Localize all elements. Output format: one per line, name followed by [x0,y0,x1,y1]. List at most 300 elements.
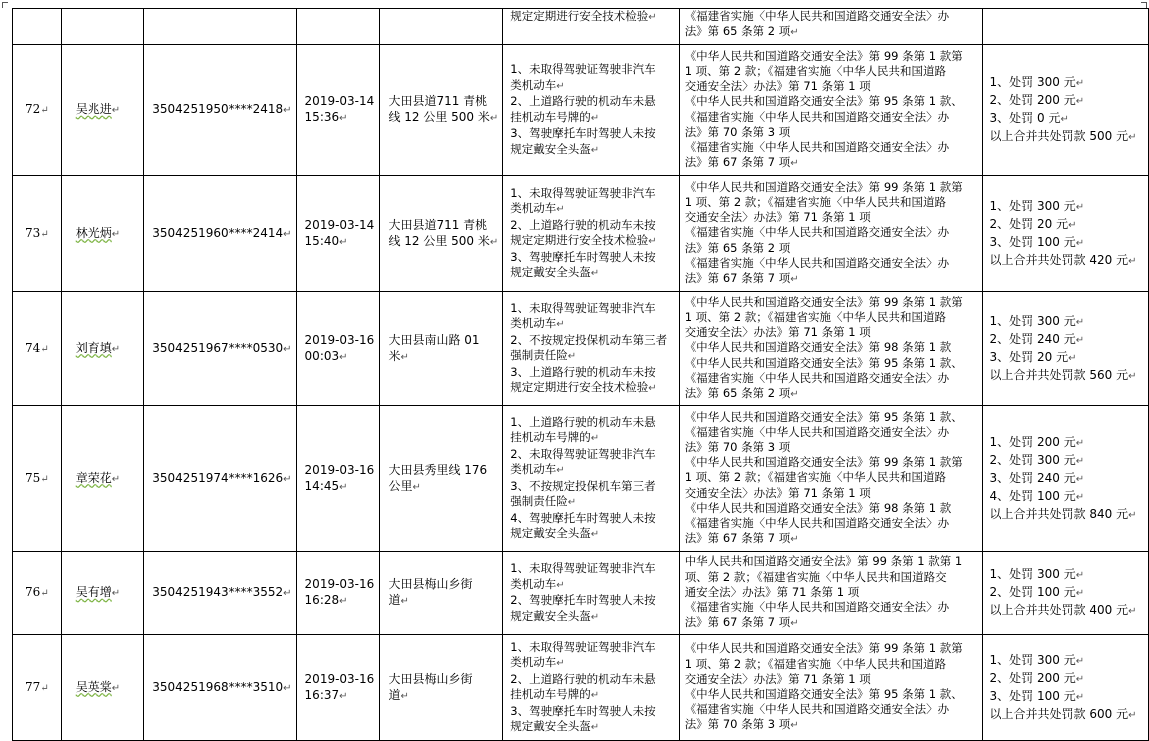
penalty-table [12,8,1149,741]
penalty-line [990,434,1144,452]
paragraph-mark-icon: ↵ [590,611,600,623]
place-cell [380,292,503,406]
violation-line-text: 1、未取得驾驶证驾驶非汽车 [510,300,656,315]
violation-line [510,430,674,447]
paragraph-mark-icon: ↵ [339,481,348,493]
penalty-line [990,216,1144,234]
violation-line-text: 挂机动车号牌的 [510,430,591,444]
place-line [388,109,498,127]
paragraph-mark-icon: ↵ [283,105,292,116]
penalty-line [990,92,1144,110]
place-line [388,576,498,592]
law-line-text: 《福建省实施〈中华人民共和国道路交通安全法〉办 [684,600,950,615]
law-line-text: 法》第 67 条第 7 项 [684,531,791,546]
empty-cell [380,9,503,45]
penalties-cell [982,406,1148,552]
law-line [685,295,978,310]
violation-time [305,687,376,705]
paragraph-mark-icon: ↵ [1075,588,1085,599]
law-line [685,125,978,140]
penalty-line-text: 以上合并共处罚款 840 元 [989,506,1129,521]
law-line [685,225,978,240]
penalty-line [990,584,1144,602]
paragraph-mark-icon: ↵ [556,319,565,330]
penalty-line [990,706,1144,724]
table-row-partial [13,9,1149,45]
law-line [685,195,978,210]
id-number [152,225,291,243]
penalty-line [990,128,1144,146]
id-number-text: 3504251950****2418 [152,102,284,116]
table-row [13,635,1149,741]
paragraph-mark-icon: ↵ [283,473,292,485]
law-line [685,615,978,631]
place-line-text: 大田县梅山乡街 [388,671,473,686]
paragraph-mark-icon: ↵ [111,682,121,694]
person-name-text: 吴英棠 [75,679,112,694]
paragraph-mark-icon: ↵ [1128,370,1137,382]
penalty-line-text: 1、处罚 200 元 [989,434,1076,449]
law-line-text: 交通安全法〉办法》第 71 条第 1 项 [684,325,871,340]
place-line [388,217,498,233]
id-number-text: 3504251943****3552 [152,585,284,599]
law-line [685,110,978,125]
violation-line-text: 规定戴安全头盔 [510,265,591,279]
paragraph-mark-icon: ↵ [489,236,499,248]
penalty-line [990,452,1144,470]
place-line-text: 大田县梅山乡街 [388,577,473,591]
paragraph-mark-icon: ↵ [111,588,121,599]
laws-cell [679,45,982,176]
law-line-text: 《中华人民共和国道路交通安全法》第 99 条第 1 款第 [684,179,963,194]
law-line [685,600,978,615]
page-corner-mark-left [2,2,8,8]
name-cell [61,176,144,292]
violation-line [510,719,674,736]
penalty-line [990,670,1144,688]
row-number-cell [13,406,62,552]
place-cell [380,635,503,741]
row-number-cell [13,552,62,635]
law-line-text: 《中华人民共和国道路交通安全法》第 98 条第 1 款 [684,340,952,355]
table-body [13,9,1149,741]
place-line [388,592,498,610]
law-line-text: 《福建省实施〈中华人民共和国道路交通安全法〉办 [684,9,950,23]
penalty-line-text: 3、处罚 240 元 [989,470,1076,485]
violation-line-text: 类机动车 [510,201,557,215]
paragraph-mark-icon: ↵ [567,351,577,362]
violation-line [510,640,674,656]
name-cell [61,406,144,552]
row-number-cell [13,292,62,406]
law-line [685,210,978,225]
law-line-text: 《福建省实施〈中华人民共和国道路交通安全法〉办 [684,109,950,124]
violations-cell [503,552,679,635]
place-cell [380,45,503,176]
violation-line-text: 2、不按规定投保机动车第三者 [510,332,668,347]
violation-date-text: 2019-03-16 [304,577,375,591]
violations-cell [503,406,679,552]
law-line [685,425,978,440]
violations-cell [503,635,679,741]
law-line [685,256,978,271]
id-cell [144,292,296,406]
paragraph-mark-icon: ↵ [111,105,121,116]
datetime-cell [296,176,380,292]
law-line-text: 通安全法〉办法》第 71 条第 1 项 [684,584,860,599]
penalty-line-text: 1、处罚 300 元 [989,198,1076,213]
penalty-line-text: 3、处罚 100 元 [989,234,1076,249]
law-line-text: 《中华人民共和国道路交通安全法》第 95 条第 1 款、 [684,94,963,109]
violation-line-text: 2、上道路行驶的机动车未悬 [510,671,656,686]
row-number [17,225,57,243]
violation-line-text: 2、未取得驾驶证驾驶非汽车 [510,446,656,461]
paragraph-mark-icon: ↵ [1128,709,1137,721]
penalty-line-text: 1、处罚 300 元 [989,567,1076,581]
violation-line [510,9,674,26]
place-line-text: 大田县道711 青桃 [388,217,488,232]
violation-date-text: 2019-03-16 [304,332,375,347]
violation-time-text: 15:40 [304,233,340,248]
paragraph-mark-icon: ↵ [1075,673,1085,685]
table-row [13,292,1149,406]
id-number-text: 3504251968****3510 [152,679,284,694]
paragraph-mark-icon: ↵ [1068,219,1077,231]
id-number-text: 3504251967****0530 [152,340,284,355]
paragraph-mark-icon: ↵ [590,722,600,733]
datetime-cell [296,635,380,741]
violation-line [510,511,674,527]
law-line-text: 交通安全法〉办法》第 71 条第 1 项 [684,671,871,686]
violation-line-text: 规定戴安全头盔 [510,526,591,540]
violation-line [510,94,674,110]
violation-line [510,462,674,479]
law-line-text: 项、第 2 款；《福建省实施〈中华人民共和国道路交 [684,569,947,584]
violation-date-text: 2019-03-14 [304,94,375,108]
law-line [685,410,978,425]
violation-time [305,233,376,251]
name-cell [61,552,144,635]
place-cell [380,552,503,635]
place-line-text: 大田县道711 青桃 [388,94,488,108]
place-line [388,462,498,478]
paragraph-mark-icon: ↵ [790,618,799,630]
person-name-text: 林光炳 [75,225,112,240]
violation-line-text: 2、上道路行驶的机动车未悬 [510,94,656,108]
penalty-line-text: 以上合并共处罚款 560 元 [989,367,1129,382]
violation-line [510,142,674,159]
violation-line-text: 类机动车 [510,462,557,476]
paragraph-mark-icon: ↵ [400,596,409,607]
name-cell [61,635,144,741]
penalty-line-text: 2、处罚 20 元 [989,216,1069,231]
penalty-line [990,198,1144,216]
person-name-text: 吴有增 [75,585,112,599]
paragraph-mark-icon: ↵ [283,228,292,240]
violation-line-text: 挂机动车号牌的 [510,109,591,124]
empty-cell [144,9,296,45]
name-cell [61,45,144,176]
paragraph-mark-icon: ↵ [556,658,565,669]
penalties-cell [982,635,1148,741]
law-line [685,702,978,717]
laws-cell [679,552,982,635]
penalties-cell [982,552,1148,635]
violation-date-text: 2019-03-16 [304,462,375,477]
law-line-text: 《福建省实施〈中华人民共和国道路交通安全法〉办 [684,424,950,439]
paragraph-mark-icon: ↵ [590,112,600,124]
law-line [685,271,978,287]
place-line-text: 公里 [388,478,413,493]
law-line [685,717,978,733]
law-line-text: 《福建省实施〈中华人民共和国道路交通安全法〉办 [684,225,950,240]
row-number [17,679,57,697]
paragraph-mark-icon: ↵ [283,682,292,694]
violation-line [510,655,674,672]
paragraph-mark-icon: ↵ [556,579,565,591]
paragraph-mark-icon: ↵ [590,433,600,444]
paragraph-mark-icon: ↵ [790,274,799,285]
law-line [685,9,978,24]
paragraph-mark-icon: ↵ [40,588,49,599]
violation-line-text: 规定定期进行安全技术检验 [510,233,649,247]
law-line [685,356,978,371]
row-number-cell [13,45,62,176]
law-line-text: 法》第 70 条第 3 项 [684,717,791,732]
law-line [685,657,978,672]
id-number-text: 3504251960****2414 [152,225,284,240]
penalty-line-text: 2、处罚 200 元 [989,93,1076,107]
paragraph-mark-icon: ↵ [489,113,499,124]
law-line-text: 法》第 67 条第 7 项 [684,615,791,630]
law-line [685,501,978,516]
penalty-line-text: 以上合并共处罚款 600 元 [989,706,1129,721]
violation-line-text: 3、驾驶摩托车时驾驶人未按 [510,126,656,140]
law-line-text: 法》第 70 条第 3 项 [684,439,791,454]
paragraph-mark-icon: ↵ [556,204,565,215]
violation-line [510,704,674,720]
paragraph-mark-icon: ↵ [1075,491,1085,503]
violation-line-text: 1、未取得驾驶证驾驶非汽车 [510,62,656,76]
person-name [76,340,140,358]
laws-cell [679,9,982,45]
penalty-line-text: 2、处罚 200 元 [989,670,1076,685]
law-line [685,455,978,470]
paragraph-mark-icon: ↵ [40,105,49,116]
row-number-text: 76 [25,585,41,599]
law-line-text: 法》第 65 条第 2 项 [684,24,791,39]
laws-cell [679,292,982,406]
empty-cell [296,9,380,45]
law-line [685,180,978,195]
law-line-text: 1 项、第 2 款；《福建省实施〈中华人民共和国道路 [684,656,947,671]
law-line-text: 中华人民共和国道路交通安全法》第 99 条第 1 款第 1 [684,554,963,569]
paragraph-mark-icon: ↵ [590,268,600,279]
penalty-line-text: 1、处罚 300 元 [989,75,1076,89]
penalty-line-text: 1、处罚 300 元 [989,652,1076,667]
row-number-text: 74 [25,340,41,355]
place-line-text: 米 [388,348,401,363]
law-line [685,94,978,109]
paragraph-mark-icon: ↵ [1075,201,1085,213]
law-line-text: 《福建省实施〈中华人民共和国道路交通安全法〉办 [684,255,950,270]
place-line-text: 道 [388,593,401,607]
violation-date [305,576,376,592]
law-line-text: 1 项、第 2 款；《福建省实施〈中华人民共和国道路 [684,63,947,78]
law-line [685,310,978,325]
violation-line-text: 3、上道路行驶的机动车未按 [510,364,656,379]
paragraph-mark-icon: ↵ [1128,255,1137,267]
violation-line-text: 强制责任险 [510,494,568,508]
penalty-line-text: 以上合并共处罚款 400 元 [989,603,1129,617]
violation-line [510,687,674,704]
paragraph-mark-icon: ↵ [111,343,121,355]
place-line [388,478,498,496]
row-number [17,584,57,602]
violation-time [305,478,376,496]
paragraph-mark-icon: ↵ [1075,78,1085,89]
violation-line [510,265,674,282]
row-number-cell [13,635,62,741]
penalty-line-text: 3、处罚 0 元 [989,111,1061,125]
paragraph-mark-icon: ↵ [339,351,348,363]
penalty-line [990,74,1144,92]
law-line [685,140,978,155]
violation-date [305,671,376,687]
place-line-text: 线 12 公里 500 米 [388,233,490,248]
law-line-text: 《福建省实施〈中华人民共和国道路交通安全法〉办 [684,516,950,530]
law-line [685,531,978,547]
paragraph-mark-icon: ↵ [590,529,600,540]
violation-line [510,365,674,381]
law-line [685,672,978,687]
id-cell [144,176,296,292]
law-line [685,440,978,455]
law-line [685,386,978,402]
violation-line-text: 1、未取得驾驶证驾驶非汽车 [510,561,656,575]
law-line-text: 1 项、第 2 款；《福建省实施〈中华人民共和国道路 [684,309,947,324]
paragraph-mark-icon: ↵ [40,228,49,240]
paragraph-mark-icon: ↵ [40,473,49,485]
law-line-text: 法》第 65 条第 2 项 [684,386,791,400]
paragraph-mark-icon: ↵ [1075,655,1085,667]
penalty-line [990,506,1144,524]
law-line-text: 《中华人民共和国道路交通安全法》第 99 条第 1 款第 [684,641,963,656]
penalty-line-text: 2、处罚 300 元 [989,452,1076,467]
datetime-cell [296,292,380,406]
violation-line-text: 3、驾驶摩托车时驾驶人未按 [510,249,656,264]
paragraph-mark-icon: ↵ [1075,334,1085,346]
id-cell [144,635,296,741]
violation-line-text: 规定戴安全头盔 [510,141,591,156]
violation-line [510,348,674,365]
violation-line [510,218,674,234]
law-line [685,371,978,386]
penalty-line [990,602,1144,620]
violations-cell [503,176,679,292]
law-line-text: 《中华人民共和国道路交通安全法》第 98 条第 1 款 [684,500,952,515]
paragraph-mark-icon: ↵ [1075,570,1085,581]
violation-line-text: 规定戴安全头盔 [510,719,591,733]
penalty-line [990,470,1144,488]
penalty-line [990,652,1144,670]
penalty-line-text: 以上合并共处罚款 500 元 [989,129,1129,143]
paragraph-mark-icon: ↵ [1075,237,1085,249]
paragraph-mark-icon: ↵ [1128,509,1137,521]
penalty-line [990,566,1144,584]
law-line [685,325,978,340]
id-number [152,101,291,119]
law-line-text: 《中华人民共和国道路交通安全法》第 95 条第 1 款、 [684,687,963,701]
penalties-cell [982,45,1148,176]
paragraph-mark-icon: ↵ [1075,316,1085,328]
violation-time-text: 00:03 [304,348,340,363]
violation-time [305,592,376,610]
paragraph-mark-icon: ↵ [1075,437,1085,449]
violation-date [305,332,376,348]
paragraph-mark-icon: ↵ [590,690,600,701]
penalty-line [990,367,1144,385]
place-line [388,687,498,705]
violation-line [510,110,674,127]
law-line [685,516,978,531]
violation-time [305,109,376,127]
row-number-text: 75 [25,470,41,485]
paragraph-mark-icon: ↵ [1075,473,1085,485]
penalty-line [990,488,1144,506]
violation-date-text: 2019-03-14 [304,217,375,232]
place-cell [380,406,503,552]
violation-line [510,62,674,78]
penalty-line [990,252,1144,270]
law-line-text: 法》第 70 条第 3 项 [684,124,791,139]
violation-line-text: 1、上道路行驶的机动车未悬 [510,414,656,429]
place-line [388,93,498,109]
violation-line-text: 规定戴安全头盔 [510,608,591,623]
paragraph-mark-icon: ↵ [790,534,799,546]
violation-line [510,186,674,202]
violation-line-text: 类机动车 [510,576,557,591]
law-line [685,687,978,702]
law-line [685,79,978,94]
violation-line [510,301,674,317]
law-line-text: 《中华人民共和国道路交通安全法》第 99 条第 1 款第 [684,455,963,470]
violation-line-text: 1、未取得驾驶证驾驶非汽车 [510,185,656,200]
violation-line [510,609,674,626]
penalty-line [990,234,1144,252]
datetime-cell [296,45,380,176]
violation-line [510,526,674,543]
paragraph-mark-icon: ↵ [111,228,121,240]
penalty-line [990,331,1144,349]
place-line [388,233,498,251]
violation-date-text: 2019-03-16 [304,671,375,686]
violation-date [305,462,376,478]
violation-line [510,593,674,609]
penalty-line-text: 1、处罚 300 元 [989,313,1076,328]
penalty-line [990,110,1144,128]
paragraph-mark-icon: ↵ [1075,691,1085,703]
violation-line [510,672,674,688]
id-number [152,340,291,358]
empty-cell [982,9,1148,45]
violation-line-text: 2、驾驶摩托车时驾驶人未按 [510,593,656,607]
violation-line [510,233,674,250]
law-line [685,241,978,256]
violation-line [510,577,674,594]
violation-time [305,348,376,366]
place-line [388,348,498,366]
